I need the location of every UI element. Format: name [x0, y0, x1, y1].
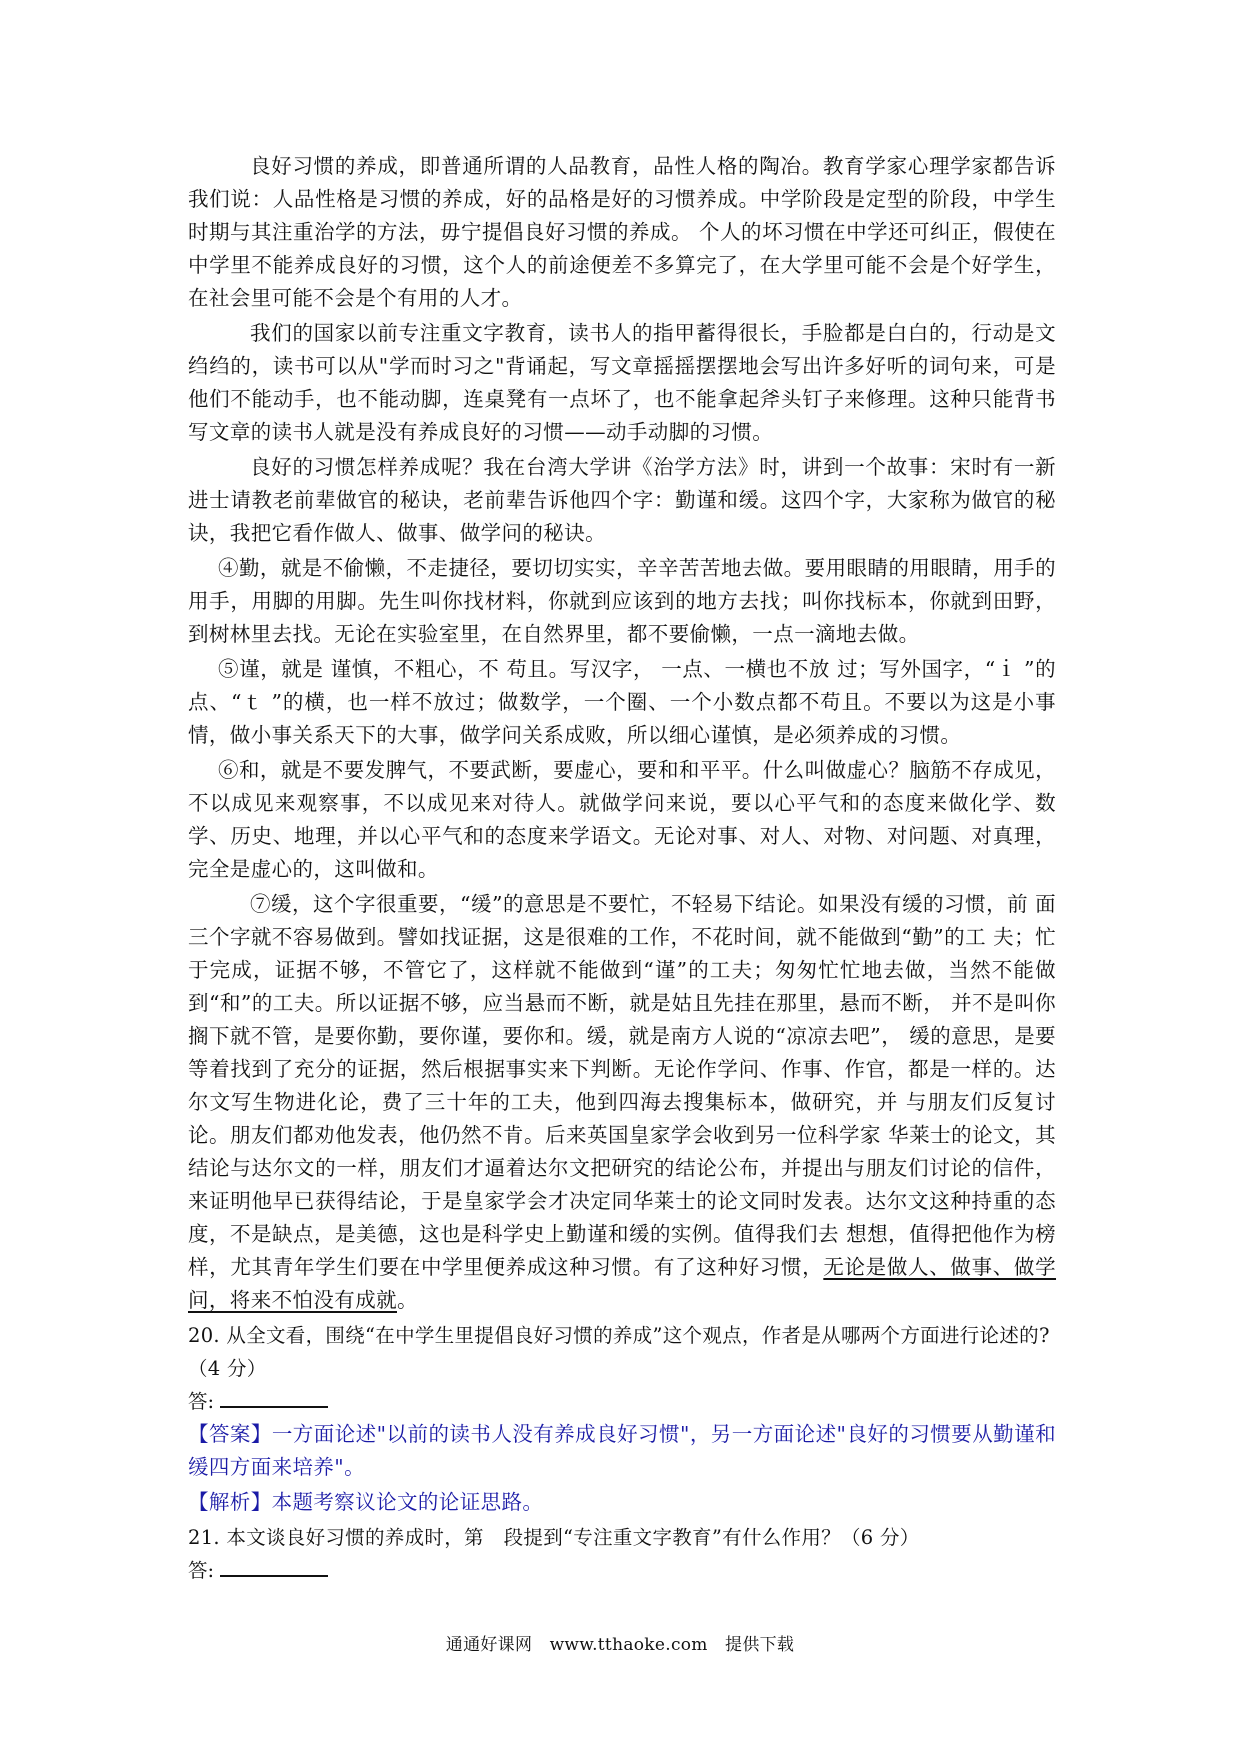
- question-20-answer: 【答案】一方面论述"以前的读书人没有养成良好习惯"，另一方面论述"良好的习惯要从勤谨和缓四方面来培养"。: [188, 1422, 1056, 1479]
- answer-blank[interactable]: [220, 1388, 328, 1408]
- answer-blank[interactable]: [220, 1557, 328, 1577]
- paragraph-7-end: 。: [397, 1288, 418, 1312]
- paragraph-6: ⑥和，就是不要发脾气，不要武断，要虚心，要和和平平。什么叫做虚心？脑筋不存成见，不以成见来观察事，不以成见来对待人。就做学问来说，要以心平气和的态度来做化学、数学、历史、地理，并以心平气和的态度来学语文。无论对事、对人、对物、对问题、对真理，完全是虚心的，这叫做和。: [188, 758, 1056, 881]
- question-20-answer-line: [188, 1385, 1056, 1418]
- paragraph-3: 良好的习惯怎样养成呢？我在台湾大学讲《治学方法》时，讲到一个故事：宋时有一新进士请教老前辈做官的秘诀，老前辈告诉他四个字：勤谨和缓。这四个字，大家称为做官的秘诀，我把它看作做人、做事、做学问的秘诀。: [188, 455, 1056, 545]
- question-20: [188, 1319, 1056, 1519]
- question-21-text: 21. 本文谈良好习惯的养成时，第 段提到“专注重文字教育”有什么作用？（6 分）: [188, 1526, 920, 1549]
- question-21-answer-line: [188, 1554, 1056, 1587]
- answer-label: 答:: [188, 1559, 215, 1582]
- question-21: [188, 1521, 1056, 1587]
- document-body: [188, 150, 1056, 1587]
- paragraph-7-main: ⑦缓，这个字很重要，“缓”的意思是不要忙，不轻易下结论。如果没有缓的习惯，前 面三个字就不容易做到。譬如找证据，这是很难的工作，不花时间，就不能做到“勤”的工 夫；忙于完成，证据不够，不管它了，这样就不能做到“谨”的工夫；匆匆忙忙地去做，当然不能做到“和”的工夫。所以证据不够，应当悬而不断，就是姑且先挂在那里，悬而不断， 并不是叫你搁下就不管，是要你勤，要你谨，要你和。缓，就是南方人说的“凉凉去吧”， 缓的意思，是要等着找到了充分的证据，然后根据事实来下判断。无论作学问、作事、作官，都是一样的。达尔文写生物进化论，费了三十年的工夫，他到四海去搜集标本，做研究，并 与朋友们反复讨论。朋友们都劝他发表，他仍然不肯。后来英国皇家学会收到另一位科学家 华莱士的论文，其结论与达尔文的一样，朋友们才逼着达尔文把研究的结论公布，并提出与朋友们讨论的信件，来证明他早已获得结论，于是皇家学会才决定同华莱士的论文同时发表。达尔文这种持重的态度，不是缺点，是美德，这也是科学史上勤谨和缓的实例。值得我们去 想想，值得把他作为榜样，尤其青年学生们要在中学里便养成这种习惯。有了这种好习惯，: [188, 892, 1056, 1279]
- question-20-text: 20. 从全文看，围绕“在中学生里提倡良好习惯的养成”这个观点，作者是从哪两个方面进行论述的?（4 分）: [188, 1324, 1050, 1380]
- question-20-analysis: 【解析】本题考察议论文的论证思路。: [188, 1490, 544, 1514]
- paragraph-2: 我们的国家以前专注重文字教育，读书人的指甲蓄得很长，手脸都是白白的，行动是文绉绉的，读书可以从"学而时习之"背诵起，写文章摇摇摆摆地会写出许多好听的词句来，可是他们不能动手，也不能动脚，连桌凳有一点坏了，也不能拿起斧头钉子来修理。这种只能背书写文章的读书人就是没有养成良好的习惯——动手动脚的习惯。: [188, 321, 1056, 444]
- paragraph-4: ④勤，就是不偷懒，不走捷径，要切切实实，辛辛苦苦地去做。要用眼睛的用眼睛，用手的用手，用脚的用脚。先生叫你找材料，你就到应该到的地方去找；叫你找标本，你就到田野，到树林里去找。无论在实验室里，在自然界里，都不要偷懒，一点一滴地去做。: [188, 556, 1056, 646]
- page-footer: 通通好课网 www.tthaoke.com 提供下载: [445, 1635, 795, 1655]
- underlined-sentence: 无论是做人、做事、做学问，将来不怕没有成就: [188, 1255, 1057, 1312]
- paragraph-7: [188, 888, 1056, 1317]
- paragraph-5: ⑤谨，就是 谨慎，不粗心，不 苟且。写汉字， 一点、一横也不放 过；写外国字，“ｉ ”的点、“ｔ ”的横，也一样不放过；做数学，一个圈、一个小数点都不苟且。不要以为这是小事情，做小事关系天下的大事，做学问关系成败，所以细心谨慎，是必须养成的习惯。: [188, 657, 1056, 747]
- answer-label: 答:: [188, 1390, 215, 1413]
- paragraph-1: 良好习惯的养成，即普通所谓的人品教育，品性人格的陶冶。教育学家心理学家都告诉我们说：人品性格是习惯的养成，好的品格是好的习惯养成。中学阶段是定型的阶段，中学生时期与其注重治学的方法，毋宁提倡良好习惯的养成。 个人的坏习惯在中学还可纠正，假使在中学里不能养成良好的习惯，这个人的前途便差不多算完了，在大学里可能不会是个好学生，在社会里可能不会是个有用的人才。: [188, 154, 1056, 310]
